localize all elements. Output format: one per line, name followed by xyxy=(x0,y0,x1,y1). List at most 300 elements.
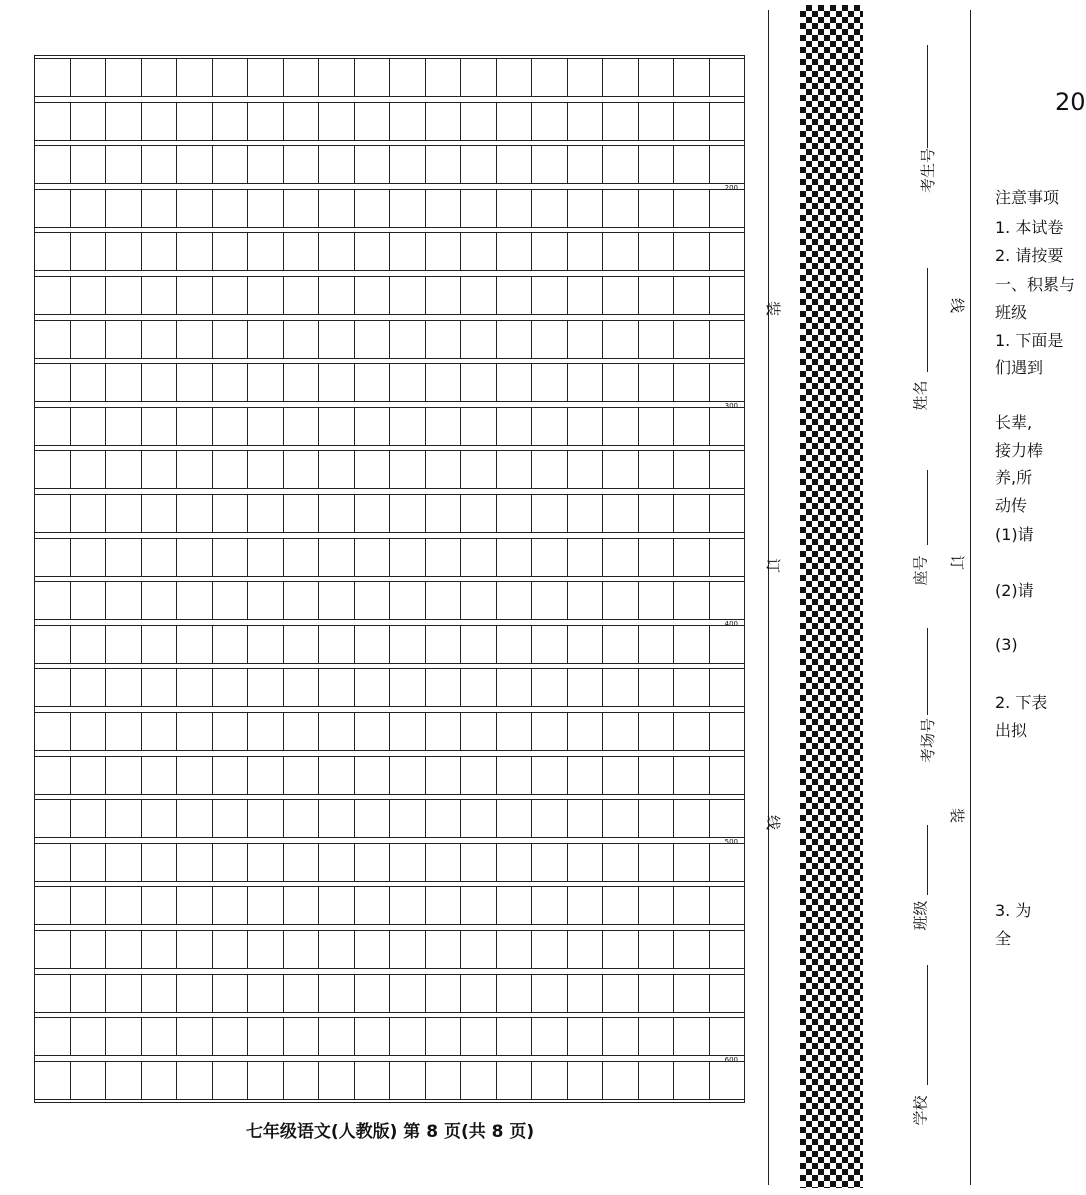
grid-cell[interactable] xyxy=(639,931,675,968)
grid-cell[interactable] xyxy=(497,887,533,924)
grid-cell[interactable] xyxy=(603,146,639,183)
grid-cell[interactable] xyxy=(639,1062,675,1099)
grid-cell[interactable] xyxy=(35,59,71,96)
grid-cell[interactable] xyxy=(71,626,107,663)
grid-cell[interactable] xyxy=(319,539,355,576)
grid-cell[interactable] xyxy=(639,59,675,96)
grid-cell[interactable] xyxy=(284,190,320,227)
grid-cell[interactable] xyxy=(142,408,178,445)
grid-cell[interactable] xyxy=(603,364,639,401)
grid-cell[interactable] xyxy=(568,103,604,140)
grid-cell[interactable] xyxy=(248,887,284,924)
grid-cell[interactable] xyxy=(71,451,107,488)
grid-cell[interactable] xyxy=(319,233,355,270)
grid-cell[interactable] xyxy=(603,582,639,619)
grid-cell[interactable] xyxy=(710,757,745,794)
grid-cell[interactable] xyxy=(213,713,249,750)
grid-cell[interactable] xyxy=(568,277,604,314)
grid-cell[interactable] xyxy=(532,103,568,140)
grid-cell[interactable] xyxy=(35,190,71,227)
grid-cell[interactable] xyxy=(532,277,568,314)
grid-cell[interactable] xyxy=(461,408,497,445)
grid-cell[interactable] xyxy=(426,146,462,183)
grid-cell[interactable] xyxy=(674,451,710,488)
grid-cell[interactable] xyxy=(248,844,284,881)
grid-cell[interactable] xyxy=(532,626,568,663)
grid-cell[interactable] xyxy=(532,1018,568,1055)
grid-cell[interactable] xyxy=(532,59,568,96)
grid-cell[interactable] xyxy=(284,364,320,401)
grid-cell[interactable] xyxy=(248,800,284,837)
grid-cell[interactable] xyxy=(639,408,675,445)
grid-cell[interactable] xyxy=(568,364,604,401)
grid-cell[interactable] xyxy=(106,277,142,314)
grid-cell[interactable] xyxy=(355,975,391,1012)
grid-cell[interactable] xyxy=(497,975,533,1012)
grid-cell[interactable] xyxy=(674,321,710,358)
grid-cell[interactable] xyxy=(568,1018,604,1055)
grid-cell[interactable] xyxy=(142,321,178,358)
grid-cell[interactable] xyxy=(710,408,745,445)
grid-cell[interactable] xyxy=(177,59,213,96)
grid-cell[interactable] xyxy=(284,975,320,1012)
grid-cell[interactable] xyxy=(106,321,142,358)
grid-cell[interactable] xyxy=(461,669,497,706)
grid-cell[interactable] xyxy=(461,451,497,488)
grid-cell[interactable] xyxy=(213,103,249,140)
grid-cell[interactable] xyxy=(35,364,71,401)
grid-cell[interactable] xyxy=(426,582,462,619)
grid-cell[interactable] xyxy=(284,1018,320,1055)
grid-cell[interactable] xyxy=(674,626,710,663)
grid-cell[interactable] xyxy=(568,669,604,706)
grid-cell[interactable] xyxy=(639,451,675,488)
grid-cell[interactable] xyxy=(674,146,710,183)
grid-cell[interactable] xyxy=(497,757,533,794)
grid-cell[interactable] xyxy=(568,321,604,358)
grid-cell[interactable] xyxy=(213,59,249,96)
grid-cell[interactable] xyxy=(35,844,71,881)
grid-cell[interactable] xyxy=(319,1018,355,1055)
grid-cell[interactable] xyxy=(213,277,249,314)
grid-cell[interactable] xyxy=(35,233,71,270)
grid-cell[interactable] xyxy=(603,59,639,96)
grid-cell[interactable] xyxy=(390,495,426,532)
grid-cell[interactable] xyxy=(35,800,71,837)
grid-cell[interactable] xyxy=(639,103,675,140)
grid-cell[interactable] xyxy=(213,582,249,619)
grid-cell[interactable] xyxy=(213,1018,249,1055)
grid-cell[interactable] xyxy=(426,277,462,314)
grid-cell[interactable] xyxy=(213,321,249,358)
grid-cell[interactable] xyxy=(106,582,142,619)
grid-cell[interactable] xyxy=(461,59,497,96)
grid-cell[interactable] xyxy=(568,975,604,1012)
grid-cell[interactable] xyxy=(177,713,213,750)
grid-cell[interactable] xyxy=(355,800,391,837)
grid-cell[interactable] xyxy=(71,887,107,924)
grid-cell[interactable] xyxy=(177,1062,213,1099)
grid-cell[interactable] xyxy=(497,713,533,750)
grid-cell[interactable] xyxy=(355,146,391,183)
grid-cell[interactable] xyxy=(639,321,675,358)
grid-cell[interactable] xyxy=(248,757,284,794)
grid-cell[interactable] xyxy=(603,408,639,445)
grid-cell[interactable] xyxy=(106,800,142,837)
grid-cell[interactable] xyxy=(426,190,462,227)
grid-cell[interactable] xyxy=(710,800,745,837)
grid-cell[interactable] xyxy=(710,190,745,227)
grid-cell[interactable] xyxy=(142,103,178,140)
grid-cell[interactable] xyxy=(426,495,462,532)
grid-cell[interactable] xyxy=(710,1062,745,1099)
grid-cell[interactable] xyxy=(71,975,107,1012)
grid-cell[interactable] xyxy=(35,582,71,619)
grid-cell[interactable] xyxy=(142,539,178,576)
grid-cell[interactable] xyxy=(674,1018,710,1055)
grid-cell[interactable] xyxy=(532,887,568,924)
grid-cell[interactable] xyxy=(603,233,639,270)
grid-cell[interactable] xyxy=(284,887,320,924)
grid-cell[interactable] xyxy=(532,975,568,1012)
grid-cell[interactable] xyxy=(497,1062,533,1099)
grid-cell[interactable] xyxy=(532,408,568,445)
grid-cell[interactable] xyxy=(213,451,249,488)
grid-cell[interactable] xyxy=(710,103,745,140)
grid-cell[interactable] xyxy=(639,887,675,924)
grid-cell[interactable] xyxy=(426,800,462,837)
grid-cell[interactable] xyxy=(284,800,320,837)
grid-cell[interactable] xyxy=(390,975,426,1012)
grid-cell[interactable] xyxy=(497,190,533,227)
grid-cell[interactable] xyxy=(284,146,320,183)
grid-cell[interactable] xyxy=(213,495,249,532)
grid-cell[interactable] xyxy=(568,451,604,488)
grid-cell[interactable] xyxy=(390,1018,426,1055)
grid-cell[interactable] xyxy=(710,59,745,96)
grid-cell[interactable] xyxy=(71,408,107,445)
grid-cell[interactable] xyxy=(319,713,355,750)
grid-cell[interactable] xyxy=(461,495,497,532)
grid-cell[interactable] xyxy=(319,844,355,881)
grid-cell[interactable] xyxy=(213,364,249,401)
grid-cell[interactable] xyxy=(213,887,249,924)
grid-cell[interactable] xyxy=(461,757,497,794)
grid-cell[interactable] xyxy=(390,626,426,663)
grid-cell[interactable] xyxy=(106,233,142,270)
grid-cell[interactable] xyxy=(674,844,710,881)
grid-cell[interactable] xyxy=(319,277,355,314)
grid-cell[interactable] xyxy=(390,451,426,488)
grid-cell[interactable] xyxy=(177,800,213,837)
grid-cell[interactable] xyxy=(497,277,533,314)
grid-cell[interactable] xyxy=(390,233,426,270)
grid-cell[interactable] xyxy=(674,887,710,924)
grid-cell[interactable] xyxy=(497,626,533,663)
grid-cell[interactable] xyxy=(426,1018,462,1055)
grid-cell[interactable] xyxy=(71,844,107,881)
grid-cell[interactable] xyxy=(674,800,710,837)
grid-cell[interactable] xyxy=(213,539,249,576)
grid-cell[interactable] xyxy=(674,931,710,968)
grid-cell[interactable] xyxy=(426,887,462,924)
grid-cell[interactable] xyxy=(213,844,249,881)
grid-cell[interactable] xyxy=(532,451,568,488)
grid-cell[interactable] xyxy=(710,1018,745,1055)
grid-cell[interactable] xyxy=(35,669,71,706)
grid-cell[interactable] xyxy=(497,800,533,837)
grid-cell[interactable] xyxy=(674,277,710,314)
grid-cell[interactable] xyxy=(355,233,391,270)
grid-cell[interactable] xyxy=(284,669,320,706)
grid-cell[interactable] xyxy=(284,408,320,445)
grid-cell[interactable] xyxy=(390,582,426,619)
grid-cell[interactable] xyxy=(284,103,320,140)
grid-cell[interactable] xyxy=(35,495,71,532)
grid-cell[interactable] xyxy=(284,277,320,314)
grid-cell[interactable] xyxy=(213,1062,249,1099)
grid-cell[interactable] xyxy=(426,1062,462,1099)
grid-cell[interactable] xyxy=(390,1062,426,1099)
grid-cell[interactable] xyxy=(426,975,462,1012)
grid-cell[interactable] xyxy=(142,582,178,619)
grid-cell[interactable] xyxy=(213,190,249,227)
grid-cell[interactable] xyxy=(106,408,142,445)
grid-cell[interactable] xyxy=(497,364,533,401)
grid-cell[interactable] xyxy=(71,364,107,401)
grid-cell[interactable] xyxy=(390,669,426,706)
grid-cell[interactable] xyxy=(284,451,320,488)
grid-cell[interactable] xyxy=(603,1018,639,1055)
grid-cell[interactable] xyxy=(426,321,462,358)
grid-cell[interactable] xyxy=(142,1018,178,1055)
grid-cell[interactable] xyxy=(532,146,568,183)
grid-cell[interactable] xyxy=(568,800,604,837)
grid-cell[interactable] xyxy=(284,59,320,96)
grid-cell[interactable] xyxy=(568,408,604,445)
grid-cell[interactable] xyxy=(710,277,745,314)
grid-cell[interactable] xyxy=(248,626,284,663)
grid-cell[interactable] xyxy=(461,1062,497,1099)
grid-cell[interactable] xyxy=(142,800,178,837)
grid-cell[interactable] xyxy=(710,451,745,488)
grid-cell[interactable] xyxy=(142,364,178,401)
grid-cell[interactable] xyxy=(532,1062,568,1099)
grid-cell[interactable] xyxy=(497,146,533,183)
grid-cell[interactable] xyxy=(35,146,71,183)
grid-cell[interactable] xyxy=(532,931,568,968)
grid-cell[interactable] xyxy=(355,451,391,488)
grid-cell[interactable] xyxy=(390,539,426,576)
grid-cell[interactable] xyxy=(248,59,284,96)
grid-cell[interactable] xyxy=(639,233,675,270)
grid-cell[interactable] xyxy=(603,800,639,837)
grid-cell[interactable] xyxy=(284,321,320,358)
grid-cell[interactable] xyxy=(390,713,426,750)
grid-cell[interactable] xyxy=(426,626,462,663)
grid-cell[interactable] xyxy=(710,495,745,532)
grid-cell[interactable] xyxy=(603,975,639,1012)
grid-cell[interactable] xyxy=(426,539,462,576)
grid-cell[interactable] xyxy=(568,713,604,750)
grid-cell[interactable] xyxy=(639,626,675,663)
grid-cell[interactable] xyxy=(213,233,249,270)
grid-cell[interactable] xyxy=(639,190,675,227)
grid-cell[interactable] xyxy=(639,1018,675,1055)
grid-cell[interactable] xyxy=(674,582,710,619)
grid-cell[interactable] xyxy=(674,713,710,750)
grid-cell[interactable] xyxy=(177,277,213,314)
grid-cell[interactable] xyxy=(71,1018,107,1055)
grid-cell[interactable] xyxy=(390,364,426,401)
grid-cell[interactable] xyxy=(674,1062,710,1099)
grid-cell[interactable] xyxy=(355,190,391,227)
grid-cell[interactable] xyxy=(248,582,284,619)
grid-cell[interactable] xyxy=(35,103,71,140)
grid-cell[interactable] xyxy=(426,931,462,968)
grid-cell[interactable] xyxy=(426,364,462,401)
grid-cell[interactable] xyxy=(248,103,284,140)
grid-cell[interactable] xyxy=(390,321,426,358)
grid-cell[interactable] xyxy=(248,451,284,488)
grid-cell[interactable] xyxy=(177,844,213,881)
grid-cell[interactable] xyxy=(106,931,142,968)
grid-cell[interactable] xyxy=(355,539,391,576)
grid-cell[interactable] xyxy=(355,582,391,619)
grid-cell[interactable] xyxy=(639,844,675,881)
grid-cell[interactable] xyxy=(142,844,178,881)
grid-cell[interactable] xyxy=(568,233,604,270)
grid-cell[interactable] xyxy=(35,1062,71,1099)
grid-cell[interactable] xyxy=(319,887,355,924)
grid-cell[interactable] xyxy=(355,277,391,314)
grid-cell[interactable] xyxy=(461,1018,497,1055)
grid-cell[interactable] xyxy=(177,757,213,794)
grid-cell[interactable] xyxy=(319,321,355,358)
grid-cell[interactable] xyxy=(639,495,675,532)
grid-cell[interactable] xyxy=(355,321,391,358)
grid-cell[interactable] xyxy=(674,669,710,706)
grid-cell[interactable] xyxy=(284,233,320,270)
grid-cell[interactable] xyxy=(319,931,355,968)
grid-cell[interactable] xyxy=(319,451,355,488)
grid-cell[interactable] xyxy=(603,757,639,794)
grid-cell[interactable] xyxy=(710,321,745,358)
grid-cell[interactable] xyxy=(603,539,639,576)
grid-cell[interactable] xyxy=(568,1062,604,1099)
grid-cell[interactable] xyxy=(355,757,391,794)
grid-cell[interactable] xyxy=(461,277,497,314)
grid-cell[interactable] xyxy=(284,844,320,881)
grid-cell[interactable] xyxy=(639,582,675,619)
grid-cell[interactable] xyxy=(390,844,426,881)
grid-cell[interactable] xyxy=(426,408,462,445)
grid-cell[interactable] xyxy=(426,103,462,140)
grid-cell[interactable] xyxy=(497,233,533,270)
grid-cell[interactable] xyxy=(390,146,426,183)
grid-cell[interactable] xyxy=(639,539,675,576)
grid-cell[interactable] xyxy=(426,451,462,488)
grid-cell[interactable] xyxy=(497,844,533,881)
grid-cell[interactable] xyxy=(568,757,604,794)
grid-cell[interactable] xyxy=(568,626,604,663)
grid-cell[interactable] xyxy=(71,931,107,968)
grid-cell[interactable] xyxy=(532,233,568,270)
grid-cell[interactable] xyxy=(248,364,284,401)
grid-cell[interactable] xyxy=(248,321,284,358)
grid-cell[interactable] xyxy=(426,59,462,96)
grid-cell[interactable] xyxy=(532,495,568,532)
grid-cell[interactable] xyxy=(106,669,142,706)
grid-cell[interactable] xyxy=(35,1018,71,1055)
grid-cell[interactable] xyxy=(35,321,71,358)
grid-cell[interactable] xyxy=(71,103,107,140)
grid-cell[interactable] xyxy=(674,408,710,445)
grid-cell[interactable] xyxy=(248,1062,284,1099)
grid-cell[interactable] xyxy=(461,887,497,924)
grid-cell[interactable] xyxy=(603,931,639,968)
grid-cell[interactable] xyxy=(106,190,142,227)
grid-cell[interactable] xyxy=(390,757,426,794)
grid-cell[interactable] xyxy=(142,1062,178,1099)
grid-cell[interactable] xyxy=(248,931,284,968)
grid-cell[interactable] xyxy=(603,626,639,663)
grid-cell[interactable] xyxy=(319,800,355,837)
grid-cell[interactable] xyxy=(35,539,71,576)
grid-cell[interactable] xyxy=(639,669,675,706)
grid-cell[interactable] xyxy=(639,364,675,401)
grid-cell[interactable] xyxy=(106,887,142,924)
grid-cell[interactable] xyxy=(177,539,213,576)
grid-cell[interactable] xyxy=(142,451,178,488)
grid-cell[interactable] xyxy=(639,277,675,314)
grid-cell[interactable] xyxy=(106,103,142,140)
grid-cell[interactable] xyxy=(461,582,497,619)
grid-cell[interactable] xyxy=(142,277,178,314)
grid-cell[interactable] xyxy=(71,146,107,183)
grid-cell[interactable] xyxy=(461,800,497,837)
grid-cell[interactable] xyxy=(142,669,178,706)
grid-cell[interactable] xyxy=(284,1062,320,1099)
grid-cell[interactable] xyxy=(426,233,462,270)
grid-cell[interactable] xyxy=(319,103,355,140)
grid-cell[interactable] xyxy=(35,713,71,750)
grid-cell[interactable] xyxy=(674,539,710,576)
grid-cell[interactable] xyxy=(248,1018,284,1055)
grid-cell[interactable] xyxy=(461,103,497,140)
grid-cell[interactable] xyxy=(177,495,213,532)
grid-cell[interactable] xyxy=(177,146,213,183)
grid-cell[interactable] xyxy=(248,408,284,445)
grid-cell[interactable] xyxy=(106,451,142,488)
grid-cell[interactable] xyxy=(106,1018,142,1055)
grid-cell[interactable] xyxy=(674,975,710,1012)
grid-cell[interactable] xyxy=(461,626,497,663)
grid-cell[interactable] xyxy=(106,59,142,96)
grid-cell[interactable] xyxy=(710,539,745,576)
grid-cell[interactable] xyxy=(532,321,568,358)
grid-cell[interactable] xyxy=(71,495,107,532)
grid-cell[interactable] xyxy=(461,146,497,183)
grid-cell[interactable] xyxy=(106,495,142,532)
grid-cell[interactable] xyxy=(106,539,142,576)
grid-cell[interactable] xyxy=(568,887,604,924)
grid-cell[interactable] xyxy=(106,146,142,183)
grid-cell[interactable] xyxy=(639,713,675,750)
grid-cell[interactable] xyxy=(177,1018,213,1055)
grid-cell[interactable] xyxy=(461,844,497,881)
grid-cell[interactable] xyxy=(142,713,178,750)
